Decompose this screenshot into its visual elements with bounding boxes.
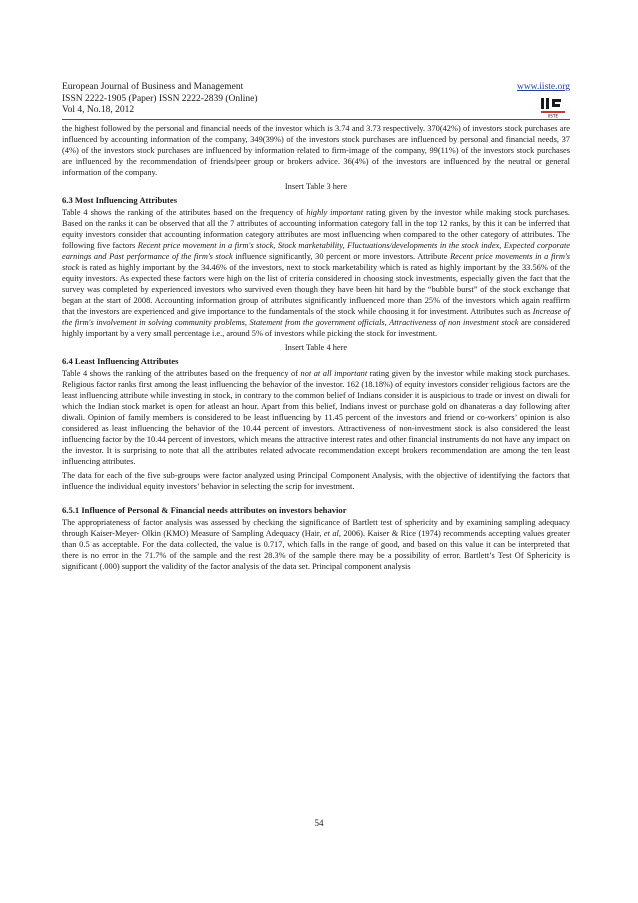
paragraph-factor-analysis: The appropriateness of factor analysis was assessed by checking the significance of Bartlett test of sphericity and by examining sampling adequacy through Kaiser-Meyer- Olkin (KMO) Measure of Sampling Adequacy (Hair, et al, 2006). Kaiser & Rice (1974) recommends accepting values greater than 0.5 as acceptable. For the data collected, the value is 0.717, which falls in the range of good, and based on this value it can be interpreted that there is no error in the 71.7% of the sample and the rest 28.3% of the sample there may be a possibility of error. Bartlett’s Test Of Sphericity is significant (.000) support the validity of the factor analysis of the data set. Principal component analysis — [62, 517, 570, 571]
journal-title: European Journal of Business and Management — [62, 82, 244, 92]
iiste-logo-icon — [538, 96, 568, 118]
page-number: 54 — [314, 818, 324, 828]
journal-url-link[interactable]: www.iiste.org — [516, 82, 570, 92]
volume-line: Vol 4, No.18, 2012 — [62, 105, 135, 115]
header-rule — [62, 119, 570, 120]
logo-text: IISTE — [547, 113, 559, 118]
paragraph-intro: the highest followed by the personal and financial needs of the investor which is 3.74 and 3.73 respectively. 370(42%) of investors stock purchases are influenced by accounting information of the company, 349(39%) of the investors stock purchases are influenced by personal and financial needs, 37 (4%) of the investors stock purchases are influenced by information related to firm-image of the company, 99(11%) of the investors stock purchases are influenced by the recommendation of friends/peer group or brokers advice. 36(4%) of the investors are influenced by the neutral or general information of the company. — [62, 123, 570, 177]
page-header — [62, 82, 570, 117]
paragraph-pca: The data for each of the five sub-groups were factor analyzed using Principal Component Analysis, with the objective of identifying the factors that influence the individual equity investors’ behavior in selecting the scrip for investment. — [62, 470, 570, 491]
paragraph-least-influencing: Table 4 shows the ranking of the attributes based on the frequency of not at all important rating given by the investor while making stock purchases. Religious factor ranks first among the least influencing the behavior of the investor. 162 (18.18%) of equity investors consider religious factors are the least influencing attribute while investing in stock, in contrary to the common belief of Indians consider it is auspicious to trade or invest on diwali for which the Indian stock market is open for atleast an hour. Apart from this belief, Indians invest or purchase gold on dhanateras a day following after diwali. Opinion of family members is considered to be least influencing by 11.45 percent of the investors and friend or co-workers’ opinion is also considered as least influencing the behavior of the 10.44 percent of investors. Attractiveness of non-investment stock is also considered the least influencing factor by the 10.44 percent of investors, which means the attractive interest rates and other financial instruments do not have any impact on the investor. It is surprising to note that all the attributes related advocate recommendation except brokers recommendation are among the ten least influencing attributes. — [62, 368, 570, 466]
page-content — [62, 82, 570, 575]
section-heading-6-3: 6.3 Most Influencing Attributes — [62, 194, 178, 205]
section-heading-6-5-1: 6.5.1 Influence of Personal & Financial needs attributes on investors behavior — [62, 504, 347, 515]
insert-table-3: Insert Table 3 here — [284, 181, 348, 191]
paragraph-most-influencing: Table 4 shows the ranking of the attributes based on the frequency of highly important rating given by the investor while making stock purchases. Based on the ranks it can be observed that all the 7 attributes of accounting information category fall in the top 12 ranks, by this it can be inferred that equity investors consider that accounting information category attributes are most influencing when compared to the other category of attributes. The following five factors Recent price movement in a firm's stock, Stock marketability, Fluctuations/developments in the stock index, Expected corporate earnings and Past performance of the firm's stock influence significantly, 30 percent or more investors. Attribute Recent price movements in a firm's stock is rated as highly important by the 34.46% of the investors, next to stock marketability which is rated as highly important by the 33.56% of the equity investors. As expected these factors were high on the list of criteria considered in choosing stock investments, especially given the fact that the survey was completed by experienced investors who survived even though they have been hit hard by the “bubble burst” of the stock exchange that began at the start of 2008. Accounting information group of attributes significantly influenced more than 25% of the investors which again reaffirm that the investors are experienced and give importance to the fundamentals of the stock while choosing it for investment. Attributes such as Increase of the firm's involvement in solving community problems, Statement from the government officials, Attractiveness of non investment stock are considered highly important by a very small percentage i.e., around 5% of investors while picking the stock for investment. — [62, 207, 571, 338]
section-heading-6-4: 6.4 Least Influencing Attributes — [62, 355, 179, 366]
issn-line: ISSN 2222-1905 (Paper) ISSN 2222-2839 (Online) — [62, 93, 258, 104]
insert-table-4: Insert Table 4 here — [284, 342, 348, 352]
